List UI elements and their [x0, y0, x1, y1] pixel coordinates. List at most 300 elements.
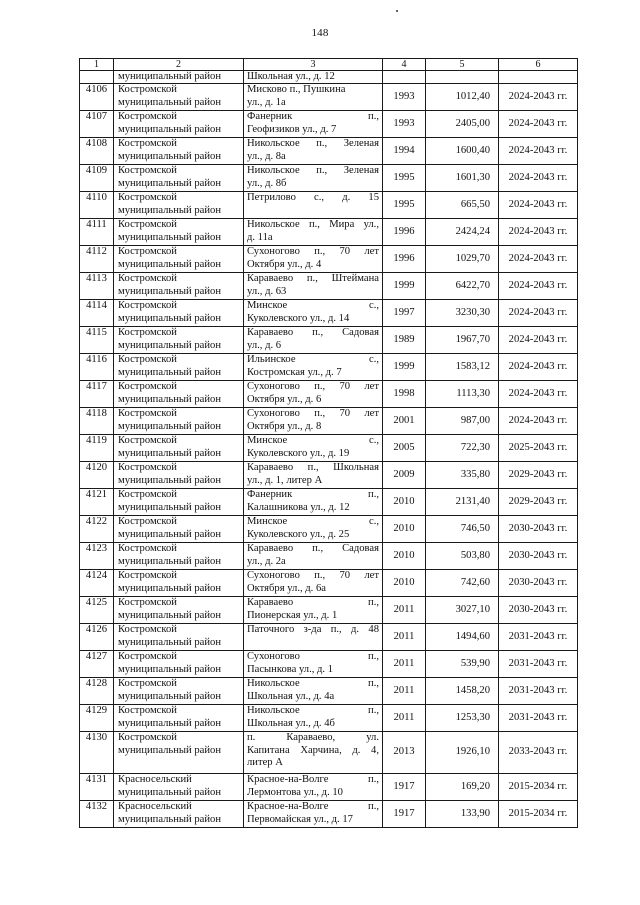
row-id: 4110	[80, 192, 114, 219]
address-word: Минское	[247, 300, 288, 311]
district-line: муниципальный район	[118, 339, 221, 351]
district-line: муниципальный район	[118, 123, 221, 135]
address-cell	[244, 111, 383, 138]
address-word: лет	[364, 408, 379, 419]
row-id: 4116	[80, 354, 114, 381]
address-word: с.,	[369, 354, 379, 365]
address-word: 48	[368, 624, 379, 635]
district-cell	[114, 462, 244, 489]
district-cell	[114, 219, 244, 246]
row-id: 4106	[80, 84, 114, 111]
table-row	[80, 732, 578, 774]
address-line: Куколевского ул., д. 19	[247, 447, 350, 459]
address-line: ул., д. 6	[247, 339, 282, 351]
area-cell: 1601,30	[426, 165, 499, 192]
address-word: с.,	[314, 192, 325, 203]
address-cell	[244, 651, 383, 678]
row-id: 4122	[80, 516, 114, 543]
area-cell	[426, 71, 499, 84]
year-cell: 1993	[383, 84, 426, 111]
address-word: п.	[247, 732, 256, 743]
area-cell: 1600,40	[426, 138, 499, 165]
district-line: Костромской	[118, 84, 177, 95]
district-line: муниципальный район	[118, 447, 221, 459]
district-line: муниципальный район	[118, 393, 221, 405]
address-word: лет	[364, 381, 379, 392]
column-header-6: 6	[499, 59, 578, 71]
district-cell	[114, 84, 244, 111]
address-word: п.,	[312, 543, 324, 554]
address-line: Школьная ул., д. 4б	[247, 717, 335, 729]
area-cell: 1494,60	[426, 624, 499, 651]
period-cell: 2024-2043 гг.	[499, 84, 578, 111]
table-row	[80, 651, 578, 678]
area-cell: 1458,20	[426, 678, 499, 705]
address-line: Мисково п., Пушкина	[247, 84, 346, 95]
address-line	[247, 192, 379, 205]
address-line: ул., д. 8б	[247, 177, 287, 189]
district-cell	[114, 138, 244, 165]
address-line: ул., д. 1, литер А	[247, 474, 323, 486]
table-row	[80, 489, 578, 516]
address-cell	[244, 381, 383, 408]
continuation-row	[80, 71, 578, 84]
row-id: 4131	[80, 774, 114, 801]
address-word: д.	[351, 624, 360, 635]
table-row	[80, 327, 578, 354]
district-line: Костромской	[118, 489, 177, 500]
period-cell: 2024-2043 гг.	[499, 300, 578, 327]
district-cell	[114, 435, 244, 462]
table-row	[80, 84, 578, 111]
address-line	[247, 745, 379, 758]
address-word: 70	[339, 246, 351, 257]
address-line	[247, 678, 379, 691]
year-cell: 1999	[383, 273, 426, 300]
district-line: Костромской	[118, 111, 177, 122]
address-word: 70	[339, 570, 351, 581]
area-cell: 1583,12	[426, 354, 499, 381]
address-word: Сухоногово	[247, 246, 300, 257]
row-id: 4120	[80, 462, 114, 489]
address-word: Караваево	[247, 273, 294, 284]
area-cell: 2424,24	[426, 219, 499, 246]
period-cell: 2030-2043 гг.	[499, 597, 578, 624]
address-word: Зеленая	[343, 138, 379, 149]
area-cell: 1029,70	[426, 246, 499, 273]
district-line: муниципальный район	[118, 744, 221, 756]
address-word: Фанерник	[247, 111, 293, 122]
address-word: Школьная	[333, 462, 379, 473]
row-id	[80, 71, 114, 84]
period-cell: 2030-2043 гг.	[499, 543, 578, 570]
district-line: муниципальный район	[118, 258, 221, 270]
table-row	[80, 165, 578, 192]
address-line: Октября ул., д. 4	[247, 258, 322, 270]
period-cell: 2024-2043 гг.	[499, 219, 578, 246]
address-word: Караваево	[247, 543, 294, 554]
table-row	[80, 597, 578, 624]
address-line: Октября ул., д. 8	[247, 420, 322, 432]
year-cell: 1998	[383, 381, 426, 408]
row-id: 4114	[80, 300, 114, 327]
address-word: Мира	[329, 219, 355, 230]
row-id: 4128	[80, 678, 114, 705]
address-word: п.,	[368, 705, 379, 716]
address-cell	[244, 219, 383, 246]
district-line: муниципальный район	[118, 663, 221, 675]
address-word: п.,	[330, 624, 342, 635]
district-cell	[114, 705, 244, 732]
district-line: муниципальный район	[118, 285, 221, 297]
address-cell	[244, 597, 383, 624]
period-cell: 2030-2043 гг.	[499, 570, 578, 597]
period-cell: 2024-2043 гг.	[499, 165, 578, 192]
address-word: п.,	[368, 678, 379, 689]
column-header-4: 4	[383, 59, 426, 71]
address-line	[247, 300, 379, 313]
address-word: Садовая	[342, 327, 379, 338]
year-cell: 1993	[383, 111, 426, 138]
address-line: Октября ул., д. 6а	[247, 582, 326, 594]
address-cell	[244, 570, 383, 597]
address-word: п.,	[312, 327, 324, 338]
address-word: д.	[352, 744, 361, 756]
district-line: Костромской	[118, 543, 177, 554]
district-line: муниципальный район	[118, 501, 221, 513]
district-line: муниципальный район	[118, 150, 221, 162]
address-word: Садовая	[342, 543, 379, 554]
area-cell: 3230,30	[426, 300, 499, 327]
row-id: 4121	[80, 489, 114, 516]
district-cell	[114, 192, 244, 219]
row-id: 4108	[80, 138, 114, 165]
address-word: лет	[364, 246, 379, 257]
address-cell	[244, 705, 383, 732]
table-row	[80, 678, 578, 705]
district-line: Костромской	[118, 516, 177, 527]
address-line	[247, 489, 379, 502]
period-cell: 2030-2043 гг.	[499, 516, 578, 543]
year-cell: 2010	[383, 516, 426, 543]
district-line: муниципальный район	[118, 717, 221, 729]
address-line: Куколевского ул., д. 25	[247, 528, 350, 540]
district-cell	[114, 246, 244, 273]
period-cell: 2031-2043 гг.	[499, 651, 578, 678]
year-cell: 1917	[383, 774, 426, 801]
district-line: Костромской	[118, 381, 177, 392]
table-row	[80, 192, 578, 219]
period-cell: 2024-2043 гг.	[499, 273, 578, 300]
table-row	[80, 246, 578, 273]
district-cell: муниципальный район	[114, 71, 244, 84]
district-line: Костромской	[118, 462, 177, 473]
period-cell: 2024-2043 гг.	[499, 138, 578, 165]
district-cell	[114, 570, 244, 597]
address-word: с.,	[369, 435, 379, 446]
address-cell: Школьная ул., д. 12	[244, 71, 383, 84]
row-id: 4107	[80, 111, 114, 138]
district-cell	[114, 327, 244, 354]
area-cell: 987,00	[426, 408, 499, 435]
area-cell: 2131,40	[426, 489, 499, 516]
year-cell: 2011	[383, 705, 426, 732]
year-cell: 1994	[383, 138, 426, 165]
address-word: Караваево	[247, 462, 294, 473]
address-word: Никольское	[247, 138, 300, 149]
address-line	[247, 516, 379, 529]
address-line	[247, 774, 379, 787]
address-word: Караваево	[247, 597, 294, 608]
address-word: Сухоногово	[247, 570, 300, 581]
year-cell: 1917	[383, 801, 426, 828]
district-cell	[114, 516, 244, 543]
year-cell: 2010	[383, 543, 426, 570]
table-row	[80, 273, 578, 300]
table-row	[80, 219, 578, 246]
address-line: Костромская ул., д. 7	[247, 366, 342, 378]
district-line: Костромской	[118, 138, 177, 149]
row-id: 4129	[80, 705, 114, 732]
address-word: п.,	[314, 381, 326, 392]
area-cell: 3027,10	[426, 597, 499, 624]
area-cell: 2405,00	[426, 111, 499, 138]
table-row	[80, 774, 578, 801]
district-cell	[114, 678, 244, 705]
address-line: Геофизиков ул., д. 7	[247, 123, 337, 135]
address-line	[247, 381, 379, 394]
address-cell	[244, 408, 383, 435]
address-line	[247, 165, 379, 178]
address-word: Капитана	[247, 744, 290, 756]
district-line: муниципальный район	[118, 474, 221, 486]
address-line: ул., д. 8а	[247, 150, 286, 162]
address-cell	[244, 624, 383, 651]
row-id: 4127	[80, 651, 114, 678]
period-cell: 2024-2043 гг.	[499, 192, 578, 219]
address-line: Первомайская ул., д. 17	[247, 813, 353, 825]
district-line: Костромской	[118, 165, 177, 176]
address-line	[247, 732, 379, 745]
district-line: Костромской	[118, 300, 177, 311]
table-row	[80, 408, 578, 435]
table-row	[80, 354, 578, 381]
address-word: Никольское	[247, 678, 300, 689]
period-cell: 2031-2043 гг.	[499, 705, 578, 732]
district-cell	[114, 489, 244, 516]
row-id: 4118	[80, 408, 114, 435]
district-line: муниципальный район	[118, 204, 221, 216]
year-cell: 1997	[383, 300, 426, 327]
period-cell: 2031-2043 гг.	[499, 678, 578, 705]
period-cell: 2024-2043 гг.	[499, 408, 578, 435]
year-cell	[383, 71, 426, 84]
year-cell: 2011	[383, 597, 426, 624]
period-cell: 2029-2043 гг.	[499, 489, 578, 516]
address-cell	[244, 489, 383, 516]
district-cell	[114, 597, 244, 624]
address-line: ул., д. 2а	[247, 555, 286, 567]
area-cell: 539,90	[426, 651, 499, 678]
page-number: 148	[311, 27, 329, 39]
address-word: с.,	[369, 516, 379, 527]
area-cell: 503,80	[426, 543, 499, 570]
address-word: Сухоногово	[247, 381, 300, 392]
address-word: Минское	[247, 516, 288, 527]
address-word: д.	[342, 192, 351, 203]
period-cell: 2024-2043 гг.	[499, 246, 578, 273]
address-word: 70	[339, 408, 351, 419]
area-cell: 746,50	[426, 516, 499, 543]
address-word: з-да	[303, 624, 322, 635]
row-id: 4117	[80, 381, 114, 408]
table-row	[80, 705, 578, 732]
area-cell: 1967,70	[426, 327, 499, 354]
period-cell: 2024-2043 гг.	[499, 381, 578, 408]
address-cell	[244, 165, 383, 192]
period-cell: 2024-2043 гг.	[499, 327, 578, 354]
address-line	[247, 111, 379, 124]
column-header-5: 5	[426, 59, 499, 71]
area-cell: 169,20	[426, 774, 499, 801]
period-cell: 2024-2043 гг.	[499, 354, 578, 381]
address-line	[247, 570, 379, 583]
year-cell: 2011	[383, 678, 426, 705]
period-cell: 2024-2043 гг.	[499, 111, 578, 138]
address-line	[247, 801, 379, 814]
table-row	[80, 381, 578, 408]
area-cell: 1113,30	[426, 381, 499, 408]
row-id: 4113	[80, 273, 114, 300]
district-line: Костромской	[118, 435, 177, 446]
address-line: Октября ул., д. 6	[247, 393, 322, 405]
address-word: Ильинское	[247, 354, 296, 365]
table-row	[80, 543, 578, 570]
year-cell: 2011	[383, 651, 426, 678]
district-line: Костромской	[118, 597, 177, 608]
year-cell: 2010	[383, 489, 426, 516]
address-line	[247, 219, 379, 232]
address-word: Минское	[247, 435, 288, 446]
address-word: Фанерник	[247, 489, 293, 500]
area-cell: 665,50	[426, 192, 499, 219]
year-cell: 2001	[383, 408, 426, 435]
district-line: муниципальный район	[118, 582, 221, 594]
period-cell: 2015-2034 гг.	[499, 774, 578, 801]
address-cell	[244, 354, 383, 381]
address-cell	[244, 300, 383, 327]
district-cell	[114, 165, 244, 192]
address-cell	[244, 435, 383, 462]
district-line: муниципальный район	[118, 528, 221, 540]
address-word: п.,	[368, 489, 379, 500]
row-id: 4115	[80, 327, 114, 354]
row-id: 4123	[80, 543, 114, 570]
period-cell: 2033-2043 гг.	[499, 732, 578, 774]
address-word: ул.,	[363, 219, 379, 230]
address-line: д. 11а	[247, 231, 273, 243]
area-cell: 6422,70	[426, 273, 499, 300]
address-line: Школьная ул., д. 4а	[247, 690, 335, 702]
address-word: ул.	[366, 732, 379, 743]
address-word: лет	[364, 570, 379, 581]
address-word: п.,	[368, 774, 379, 785]
row-id: 4132	[80, 801, 114, 828]
district-cell	[114, 801, 244, 828]
address-word: п.,	[314, 408, 326, 419]
row-id: 4112	[80, 246, 114, 273]
address-word: Караваево,	[286, 732, 336, 743]
address-line: Куколевского ул., д. 14	[247, 312, 350, 324]
district-line: Красносельский	[118, 774, 192, 785]
table-row	[80, 570, 578, 597]
address-word: Никольское	[247, 165, 300, 176]
table-row	[80, 462, 578, 489]
district-line: Костромской	[118, 273, 177, 284]
address-line	[247, 705, 379, 718]
district-line: Красносельский	[118, 801, 192, 812]
year-cell: 2013	[383, 732, 426, 774]
address-cell	[244, 801, 383, 828]
address-cell	[244, 273, 383, 300]
address-cell	[244, 138, 383, 165]
period-cell	[499, 71, 578, 84]
table-row	[80, 801, 578, 828]
address-line: Калашникова ул., д. 12	[247, 501, 350, 513]
address-cell	[244, 192, 383, 219]
scan-dot	[396, 10, 398, 12]
period-cell: 2031-2043 гг.	[499, 624, 578, 651]
area-cell: 722,30	[426, 435, 499, 462]
row-id: 4126	[80, 624, 114, 651]
area-cell: 1253,30	[426, 705, 499, 732]
address-word: Никольское	[247, 219, 300, 230]
address-line: Пасынкова ул., д. 1	[247, 663, 334, 675]
address-line: Пионерская ул., д. 1	[247, 609, 338, 621]
address-word: п.,	[368, 651, 379, 662]
area-cell: 1012,40	[426, 84, 499, 111]
district-line: муниципальный район	[118, 813, 221, 825]
address-word: п.,	[314, 246, 326, 257]
address-word: 4,	[371, 744, 379, 756]
address-line	[247, 138, 379, 151]
district-line: Костромской	[118, 678, 177, 689]
year-cell: 1995	[383, 165, 426, 192]
district-line: муниципальный район	[118, 609, 221, 621]
district-cell	[114, 300, 244, 327]
district-cell	[114, 273, 244, 300]
address-cell	[244, 462, 383, 489]
address-line	[247, 408, 379, 421]
district-cell	[114, 381, 244, 408]
district-line: Костромской	[118, 192, 177, 203]
row-id: 4124	[80, 570, 114, 597]
column-header-2: 2	[114, 59, 244, 71]
district-line: Костромской	[118, 219, 177, 230]
address-word: 15	[368, 192, 379, 203]
district-line: муниципальный район	[118, 786, 221, 798]
address-word: Петрилово	[247, 192, 296, 203]
address-line: ул., д. 1а	[247, 96, 286, 108]
registry-table	[79, 58, 578, 828]
period-cell: 2025-2043 гг.	[499, 435, 578, 462]
address-line	[247, 354, 379, 367]
table-row	[80, 300, 578, 327]
address-word: Красное-на-Волге	[247, 801, 329, 812]
address-line	[247, 435, 379, 448]
address-cell	[244, 678, 383, 705]
address-word: с.,	[369, 300, 379, 311]
